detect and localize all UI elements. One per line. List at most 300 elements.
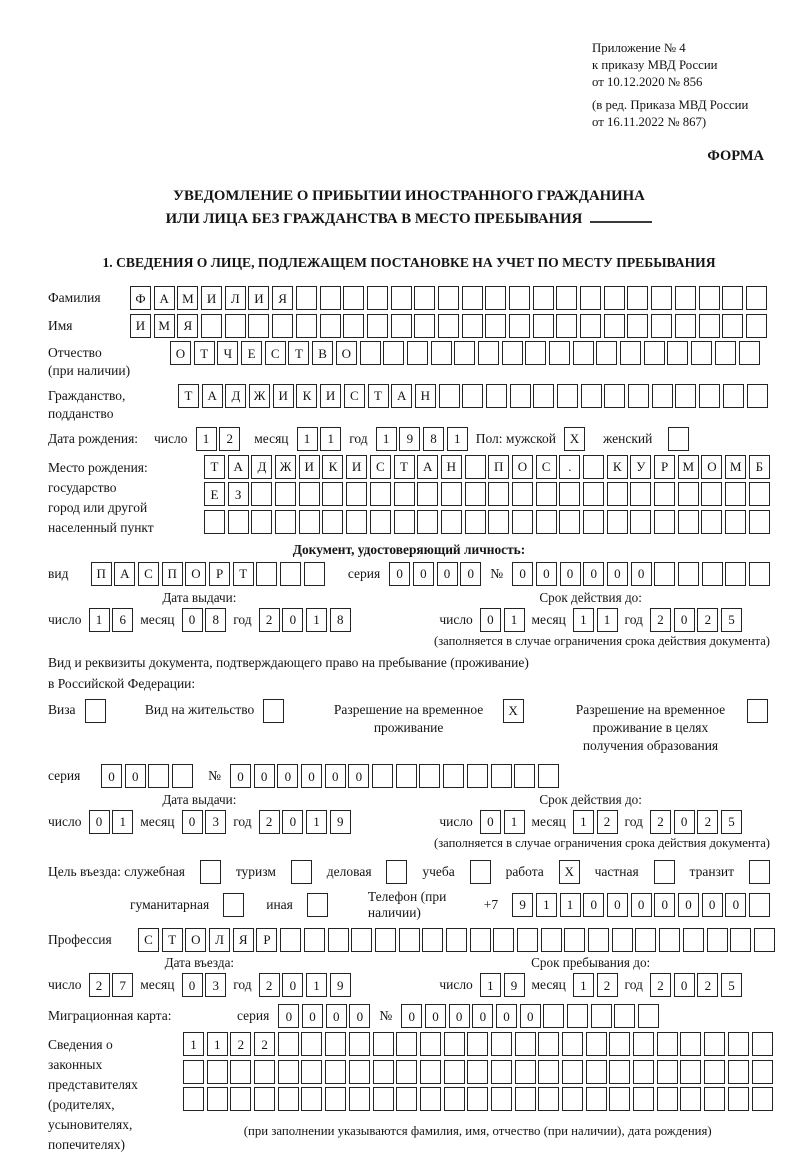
form-cell[interactable]: 0 [282,810,303,834]
form-cell[interactable]: И [299,455,320,479]
form-cell[interactable]: Я [272,286,293,310]
form-cell[interactable] [680,1087,701,1111]
form-cell[interactable]: 1 [196,427,217,451]
form-cell[interactable] [394,510,415,534]
form-cell[interactable] [651,286,672,310]
form-cell[interactable] [652,384,673,408]
form-cell[interactable]: 2 [254,1032,275,1056]
form-cell[interactable]: 2 [597,810,618,834]
form-cell[interactable] [465,510,486,534]
form-cell[interactable]: 0 [348,764,369,788]
form-cell[interactable] [278,1060,299,1084]
form-cell[interactable]: П [162,562,183,586]
form-cell[interactable] [580,286,601,310]
form-cell[interactable] [609,1060,630,1084]
form-cell[interactable] [485,314,506,338]
form-cell[interactable] [633,1087,654,1111]
form-cell[interactable] [386,860,407,884]
form-cell[interactable] [254,1087,275,1111]
form-cell[interactable] [351,928,372,952]
form-cell[interactable]: 0 [480,810,501,834]
form-cell[interactable] [586,1087,607,1111]
form-cell[interactable] [730,928,751,952]
form-cell[interactable] [467,1032,488,1056]
form-cell[interactable] [488,482,509,506]
form-cell[interactable] [296,314,317,338]
form-cell[interactable] [514,764,535,788]
form-cell[interactable]: 2 [697,973,718,997]
form-cell[interactable] [172,764,193,788]
form-cell[interactable] [627,286,648,310]
form-cell[interactable]: 0 [512,562,533,586]
form-cell[interactable] [343,314,364,338]
form-cell[interactable] [654,860,675,884]
form-cell[interactable] [346,482,367,506]
form-cell[interactable] [536,510,557,534]
form-cell[interactable]: 0 [520,1004,541,1028]
form-cell[interactable] [517,928,538,952]
form-cell[interactable] [620,341,641,365]
form-cell[interactable]: 8 [423,427,444,451]
form-cell[interactable] [515,1032,536,1056]
form-cell[interactable] [349,1060,370,1084]
form-cell[interactable] [304,928,325,952]
form-cell[interactable]: Л [209,928,230,952]
form-cell[interactable] [728,1087,749,1111]
form-cell[interactable]: Т [162,928,183,952]
form-cell[interactable] [370,482,391,506]
form-cell[interactable] [533,314,554,338]
form-cell[interactable]: 0 [536,562,557,586]
form-cell[interactable] [510,384,531,408]
form-cell[interactable] [702,562,723,586]
form-cell[interactable] [747,699,768,723]
form-cell[interactable]: 0 [496,1004,517,1028]
form-cell[interactable]: 2 [230,1032,251,1056]
form-cell[interactable]: О [185,562,206,586]
form-cell[interactable] [444,1087,465,1111]
form-cell[interactable] [320,314,341,338]
form-cell[interactable]: 1 [89,608,110,632]
form-cell[interactable]: Т [368,384,389,408]
form-cell[interactable] [263,699,284,723]
form-cell[interactable]: С [536,455,557,479]
form-cell[interactable]: 1 [573,608,594,632]
form-cell[interactable]: 6 [112,608,133,632]
form-cell[interactable] [485,286,506,310]
form-cell[interactable] [586,1060,607,1084]
form-cell[interactable]: И [201,286,222,310]
form-cell[interactable]: 2 [697,810,718,834]
form-cell[interactable]: 1 [183,1032,204,1056]
form-cell[interactable]: 0 [583,562,604,586]
form-cell[interactable] [752,1060,773,1084]
form-cell[interactable]: 1 [376,427,397,451]
form-cell[interactable]: Ф [130,286,151,310]
form-cell[interactable] [367,286,388,310]
form-cell[interactable] [538,1032,559,1056]
form-cell[interactable] [420,1060,441,1084]
form-cell[interactable] [635,928,656,952]
form-cell[interactable] [272,314,293,338]
form-cell[interactable]: С [344,384,365,408]
form-cell[interactable] [614,1004,635,1028]
form-cell[interactable] [280,562,301,586]
form-cell[interactable]: 9 [504,973,525,997]
form-cell[interactable] [420,1087,441,1111]
form-cell[interactable] [396,1060,417,1084]
form-cell[interactable] [630,482,651,506]
form-cell[interactable]: Т [194,341,215,365]
form-cell[interactable] [396,764,417,788]
form-cell[interactable] [654,562,675,586]
form-cell[interactable] [749,893,770,917]
form-cell[interactable] [747,384,768,408]
form-cell[interactable] [325,1087,346,1111]
form-cell[interactable] [543,1004,564,1028]
form-cell[interactable]: 1 [504,810,525,834]
form-cell[interactable] [607,482,628,506]
form-cell[interactable] [627,314,648,338]
form-cell[interactable]: М [154,314,175,338]
form-cell[interactable] [675,314,696,338]
form-cell[interactable]: X [503,699,524,723]
form-cell[interactable]: Р [654,455,675,479]
form-cell[interactable]: 0 [230,764,251,788]
form-cell[interactable] [509,286,530,310]
form-cell[interactable] [373,1087,394,1111]
form-cell[interactable] [675,286,696,310]
form-cell[interactable] [346,510,367,534]
form-cell[interactable] [486,384,507,408]
form-cell[interactable] [407,341,428,365]
form-cell[interactable] [251,510,272,534]
form-cell[interactable]: Я [233,928,254,952]
form-cell[interactable] [556,314,577,338]
form-cell[interactable]: 1 [297,427,318,451]
form-cell[interactable] [278,1032,299,1056]
form-cell[interactable] [230,1087,251,1111]
form-cell[interactable]: 0 [182,973,203,997]
form-cell[interactable] [591,1004,612,1028]
form-cell[interactable]: 9 [330,810,351,834]
form-cell[interactable]: 0 [301,764,322,788]
form-cell[interactable] [204,510,225,534]
form-cell[interactable] [462,314,483,338]
form-cell[interactable]: 0 [413,562,434,586]
form-cell[interactable]: У [630,455,651,479]
form-cell[interactable] [704,1087,725,1111]
form-cell[interactable]: 0 [631,562,652,586]
form-cell[interactable]: 0 [480,608,501,632]
form-cell[interactable]: X [559,860,580,884]
form-cell[interactable]: 0 [674,810,695,834]
form-cell[interactable] [581,384,602,408]
form-cell[interactable]: 0 [389,562,410,586]
form-cell[interactable] [322,482,343,506]
form-cell[interactable]: 1 [306,608,327,632]
form-cell[interactable]: 0 [282,608,303,632]
form-cell[interactable]: Н [415,384,436,408]
form-cell[interactable]: П [488,455,509,479]
form-cell[interactable] [654,510,675,534]
form-cell[interactable] [320,286,341,310]
form-cell[interactable] [725,482,746,506]
form-cell[interactable] [607,510,628,534]
form-cell[interactable] [573,341,594,365]
form-cell[interactable] [301,1032,322,1056]
form-cell[interactable]: А [228,455,249,479]
form-cell[interactable]: 1 [573,973,594,997]
form-cell[interactable]: 0 [654,893,675,917]
form-cell[interactable]: О [336,341,357,365]
form-cell[interactable] [699,314,720,338]
form-cell[interactable]: 3 [205,810,226,834]
form-cell[interactable] [301,1087,322,1111]
form-cell[interactable] [638,1004,659,1028]
form-cell[interactable] [200,860,221,884]
form-cell[interactable] [373,1060,394,1084]
form-cell[interactable] [533,384,554,408]
form-cell[interactable]: 0 [631,893,652,917]
form-cell[interactable] [667,341,688,365]
form-cell[interactable]: 0 [101,764,122,788]
form-cell[interactable] [699,286,720,310]
form-cell[interactable] [370,510,391,534]
form-cell[interactable]: 0 [678,893,699,917]
form-cell[interactable] [467,1087,488,1111]
form-cell[interactable] [583,510,604,534]
form-cell[interactable]: 2 [597,973,618,997]
form-cell[interactable] [441,482,462,506]
form-cell[interactable]: А [391,384,412,408]
form-cell[interactable] [722,314,743,338]
form-cell[interactable] [701,510,722,534]
form-cell[interactable] [391,314,412,338]
form-cell[interactable]: С [265,341,286,365]
form-cell[interactable]: Т [288,341,309,365]
form-cell[interactable]: 1 [536,893,557,917]
form-cell[interactable] [254,1060,275,1084]
form-cell[interactable] [675,384,696,408]
form-cell[interactable] [725,562,746,586]
form-cell[interactable]: Т [204,455,225,479]
form-cell[interactable] [754,928,775,952]
form-cell[interactable]: 0 [702,893,723,917]
form-cell[interactable] [680,1060,701,1084]
form-cell[interactable] [749,482,770,506]
form-cell[interactable] [296,286,317,310]
form-cell[interactable]: А [114,562,135,586]
form-cell[interactable]: Е [241,341,262,365]
form-cell[interactable]: 0 [326,1004,347,1028]
form-cell[interactable] [657,1032,678,1056]
form-cell[interactable] [85,699,106,723]
form-cell[interactable] [225,314,246,338]
form-cell[interactable] [201,314,222,338]
form-cell[interactable] [251,482,272,506]
form-cell[interactable]: 1 [112,810,133,834]
form-cell[interactable] [604,314,625,338]
form-cell[interactable] [454,341,475,365]
form-cell[interactable] [328,928,349,952]
form-cell[interactable]: К [322,455,343,479]
form-cell[interactable] [630,510,651,534]
form-cell[interactable] [462,286,483,310]
form-cell[interactable] [422,928,443,952]
form-cell[interactable] [493,928,514,952]
form-cell[interactable]: Т [394,455,415,479]
form-cell[interactable] [367,314,388,338]
form-cell[interactable] [467,1060,488,1084]
form-cell[interactable]: О [170,341,191,365]
form-cell[interactable] [325,1032,346,1056]
form-cell[interactable]: 2 [259,608,280,632]
form-cell[interactable] [396,1032,417,1056]
form-cell[interactable] [207,1087,228,1111]
form-cell[interactable] [462,384,483,408]
form-cell[interactable] [256,562,277,586]
form-cell[interactable] [715,341,736,365]
form-cell[interactable] [502,341,523,365]
form-cell[interactable] [604,384,625,408]
form-cell[interactable]: Я [177,314,198,338]
form-cell[interactable]: 1 [447,427,468,451]
form-cell[interactable] [248,314,269,338]
form-cell[interactable] [491,1087,512,1111]
form-cell[interactable] [420,1032,441,1056]
form-cell[interactable] [746,314,767,338]
form-cell[interactable] [467,764,488,788]
form-cell[interactable]: К [296,384,317,408]
form-cell[interactable]: 1 [597,608,618,632]
form-cell[interactable]: 0 [674,973,695,997]
form-cell[interactable] [562,1032,583,1056]
form-cell[interactable]: 0 [607,893,628,917]
form-cell[interactable] [604,286,625,310]
form-cell[interactable]: З [228,482,249,506]
form-cell[interactable] [557,384,578,408]
form-cell[interactable] [659,928,680,952]
form-cell[interactable] [343,286,364,310]
form-cell[interactable]: А [417,455,438,479]
form-cell[interactable]: С [370,455,391,479]
form-cell[interactable] [278,1087,299,1111]
form-cell[interactable]: 2 [650,810,671,834]
form-cell[interactable] [488,510,509,534]
form-cell[interactable] [680,1032,701,1056]
form-cell[interactable] [644,341,665,365]
form-cell[interactable] [728,1032,749,1056]
form-cell[interactable] [683,928,704,952]
form-cell[interactable] [372,764,393,788]
form-cell[interactable] [417,482,438,506]
form-cell[interactable]: 0 [89,810,110,834]
form-cell[interactable]: 0 [725,893,746,917]
form-cell[interactable]: Т [178,384,199,408]
form-cell[interactable]: 5 [721,810,742,834]
form-cell[interactable] [396,1087,417,1111]
form-cell[interactable] [148,764,169,788]
form-cell[interactable] [299,510,320,534]
form-cell[interactable] [414,286,435,310]
form-cell[interactable] [728,1060,749,1084]
form-cell[interactable] [438,314,459,338]
form-cell[interactable] [562,1087,583,1111]
form-cell[interactable]: Р [209,562,230,586]
form-cell[interactable]: 2 [650,973,671,997]
form-cell[interactable]: М [177,286,198,310]
form-cell[interactable] [383,341,404,365]
form-cell[interactable]: 1 [560,893,581,917]
form-cell[interactable] [223,893,244,917]
form-cell[interactable] [446,928,467,952]
form-cell[interactable]: 1 [320,427,341,451]
form-cell[interactable]: И [273,384,294,408]
form-cell[interactable] [749,562,770,586]
form-cell[interactable] [556,286,577,310]
form-cell[interactable]: X [564,427,585,451]
form-cell[interactable]: 1 [573,810,594,834]
form-cell[interactable]: 2 [650,608,671,632]
form-cell[interactable] [322,510,343,534]
form-cell[interactable]: 0 [674,608,695,632]
form-cell[interactable]: 0 [282,973,303,997]
form-cell[interactable] [583,482,604,506]
form-cell[interactable] [538,1087,559,1111]
form-cell[interactable] [588,928,609,952]
form-cell[interactable]: 2 [89,973,110,997]
form-cell[interactable] [491,1032,512,1056]
form-cell[interactable]: В [312,341,333,365]
form-cell[interactable]: Д [251,455,272,479]
form-cell[interactable] [746,286,767,310]
form-cell[interactable] [678,510,699,534]
form-cell[interactable] [538,1060,559,1084]
form-cell[interactable]: Б [749,455,770,479]
form-cell[interactable] [668,427,689,451]
form-cell[interactable]: 7 [112,973,133,997]
form-cell[interactable] [360,341,381,365]
form-cell[interactable]: 2 [259,973,280,997]
form-cell[interactable] [701,482,722,506]
form-cell[interactable] [559,482,580,506]
form-cell[interactable] [441,510,462,534]
form-cell[interactable] [609,1087,630,1111]
form-cell[interactable] [325,1060,346,1084]
form-cell[interactable]: М [678,455,699,479]
form-cell[interactable]: 0 [583,893,604,917]
form-cell[interactable]: 1 [480,973,501,997]
form-cell[interactable] [583,455,604,479]
form-cell[interactable] [678,562,699,586]
form-cell[interactable]: 0 [425,1004,446,1028]
form-cell[interactable]: К [607,455,628,479]
form-cell[interactable]: 0 [349,1004,370,1028]
form-cell[interactable]: 1 [504,608,525,632]
form-cell[interactable] [394,482,415,506]
form-cell[interactable]: 8 [330,608,351,632]
form-cell[interactable] [465,455,486,479]
form-cell[interactable]: 9 [512,893,533,917]
form-cell[interactable] [444,1032,465,1056]
form-cell[interactable] [443,764,464,788]
form-cell[interactable] [633,1060,654,1084]
form-cell[interactable] [691,341,712,365]
form-cell[interactable]: 5 [721,973,742,997]
form-cell[interactable] [752,1087,773,1111]
form-cell[interactable] [586,1032,607,1056]
